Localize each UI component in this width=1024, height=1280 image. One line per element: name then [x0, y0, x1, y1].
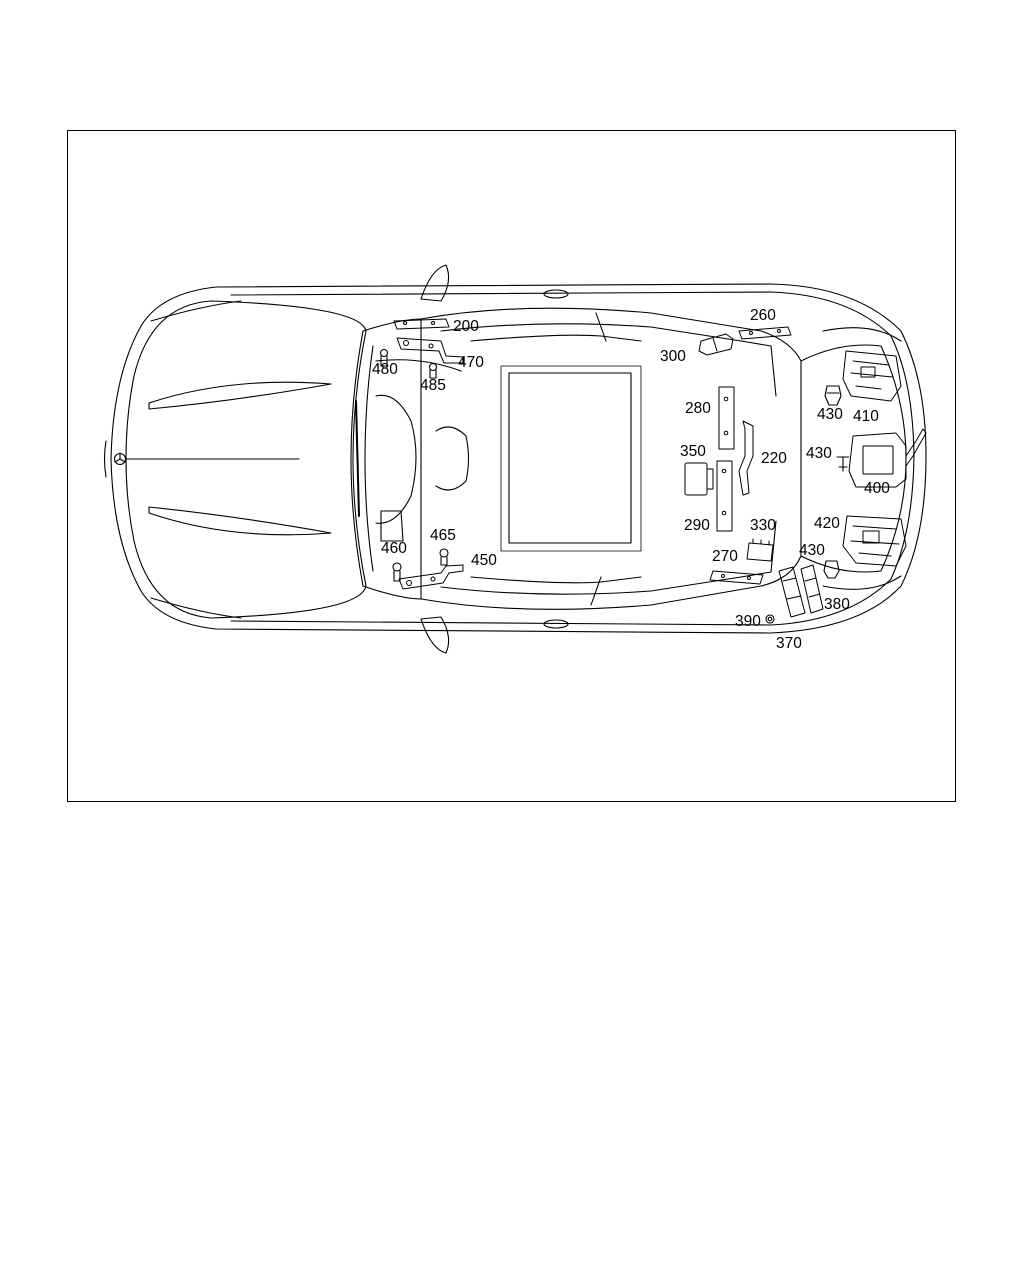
part-430-upper — [825, 386, 841, 405]
callout-370: 370 — [776, 635, 802, 652]
part-300 — [699, 334, 733, 355]
callout-485: 485 — [420, 377, 446, 394]
callout-300: 300 — [660, 348, 686, 365]
callout-390: 390 — [735, 613, 761, 630]
callout-465: 465 — [430, 527, 456, 544]
part-350 — [685, 463, 713, 495]
callout-380: 380 — [824, 596, 850, 613]
callout-450: 450 — [471, 552, 497, 569]
part-290 — [717, 461, 732, 531]
callout-220: 220 — [761, 450, 787, 467]
part-280 — [719, 387, 734, 449]
callout-200: 200 — [453, 318, 479, 335]
part-370 — [779, 567, 805, 617]
part-420 — [843, 516, 906, 566]
callout-270: 270 — [712, 548, 738, 565]
callout-430-middle: 430 — [806, 445, 832, 462]
callout-280: 280 — [685, 400, 711, 417]
part-380 — [801, 565, 823, 613]
left-mirror — [421, 265, 449, 301]
callout-330: 330 — [750, 517, 776, 534]
car-top-view-drawing — [68, 131, 957, 803]
callout-470: 470 — [458, 354, 484, 371]
callout-290: 290 — [684, 517, 710, 534]
callout-430-lower: 430 — [799, 542, 825, 559]
part-430-middle — [837, 457, 849, 471]
part-220 — [739, 421, 753, 495]
callout-480: 480 — [372, 361, 398, 378]
part-485 — [430, 364, 437, 379]
part-330 — [747, 539, 773, 561]
diagram-frame — [67, 130, 956, 802]
part-465 — [440, 549, 448, 565]
part-450 — [399, 565, 463, 589]
callout-410: 410 — [853, 408, 879, 425]
sunroof — [509, 373, 631, 543]
callout-350: 350 — [680, 443, 706, 460]
callout-260: 260 — [750, 307, 776, 324]
part-430-lower — [824, 561, 839, 578]
part-460 — [393, 563, 401, 581]
part-470 — [397, 338, 463, 363]
callout-400: 400 — [864, 480, 890, 497]
callout-430-upper: 430 — [817, 406, 843, 423]
part-390 — [766, 615, 774, 623]
callout-420: 420 — [814, 515, 840, 532]
callout-460: 460 — [381, 540, 407, 557]
